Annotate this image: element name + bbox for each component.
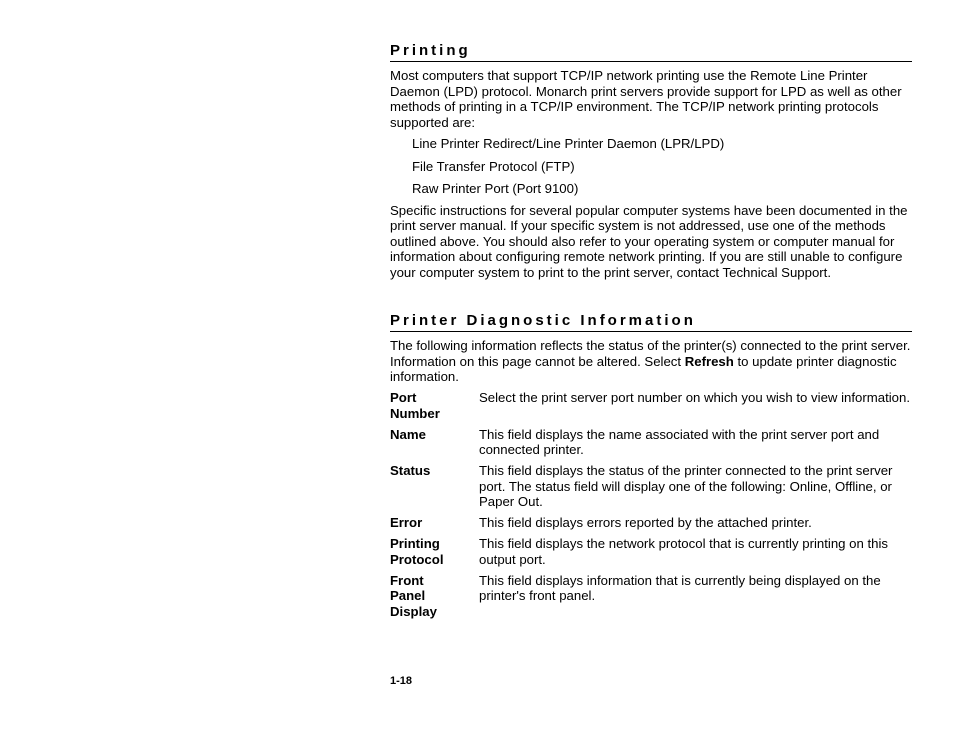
diagnostic-intro-text: The following information reflects the status of the printer(s) connected to the print server. Information on this page cannot be altered. Select	[390, 338, 911, 369]
term-line: Error	[390, 515, 423, 530]
field-description: This field displays the name associated with the print server port and connected printer.	[479, 426, 880, 457]
term-line: Display	[390, 603, 437, 619]
page-number: 1-18	[390, 675, 413, 687]
term-line: Printing	[390, 536, 440, 551]
diagnostic-heading: Printer Diagnostic Information	[390, 312, 912, 332]
printing-intro: Most computers that support TCP/IP network printing use the Remote Line Printer Daemon (LPD) protocol. Monarch print servers provide support for LPD as well as other methods of printing in a TCP/IP environment. The TCP/IP network printing protocols supported are:	[390, 68, 902, 130]
protocol-item: Raw Printer Port (Port 9100)	[412, 181, 579, 196]
diagnostic-section	[390, 312, 912, 385]
term-line: Port	[390, 390, 417, 405]
diagnostic-intro-text-end: to update printer diagnostic information.	[390, 353, 897, 384]
printing-closing: Specific instructions for several popular computer systems have been documented in the print server manual. If your specific system is not addressed, use one of the methods outlined above. You should also refer to your operating system or computer manual for information about configuring remote network printing. If you are still unable to configure your computer system to print to the print server, contact Technical Support.	[390, 202, 908, 280]
term-line: Protocol	[390, 551, 444, 567]
printing-section	[390, 42, 912, 280]
printing-heading: Printing	[390, 42, 912, 62]
field-row-name	[390, 427, 912, 458]
protocol-item: File Transfer Protocol (FTP)	[412, 158, 575, 174]
field-row-front-panel-display	[390, 573, 912, 620]
field-term	[390, 390, 479, 421]
diagnostic-intro	[390, 338, 912, 385]
field-row-status	[390, 463, 912, 510]
term-line: Status	[390, 463, 431, 478]
term-line: Name	[390, 426, 426, 442]
field-description: This field displays errors reported by the attached printer.	[479, 515, 812, 530]
field-row-error	[390, 515, 912, 531]
field-term	[390, 515, 479, 531]
field-description: This field displays information that is currently being displayed on the printer's front panel.	[479, 572, 881, 603]
protocol-item: Line Printer Redirect/Line Printer Daemon (LPR/LPD)	[412, 136, 725, 151]
term-line: Panel	[390, 588, 426, 603]
term-line: Front	[390, 572, 424, 588]
field-row-printing-protocol	[390, 536, 912, 567]
field-term	[390, 536, 479, 567]
field-description: This field displays the network protocol that is currently printing on this output port.	[479, 536, 889, 567]
term-line: Number	[390, 405, 440, 421]
field-description: Select the print server port number on which you wish to view information.	[479, 390, 910, 405]
field-description: This field displays the status of the printer connected to the print server port. The status field will display one of the following: Online, Offline, or Paper Out.	[479, 463, 893, 509]
field-definitions	[390, 390, 912, 625]
field-row-port-number	[390, 390, 912, 421]
field-term	[390, 573, 479, 620]
refresh-term: Refresh	[684, 353, 734, 369]
field-term	[390, 427, 479, 458]
field-term	[390, 463, 479, 510]
